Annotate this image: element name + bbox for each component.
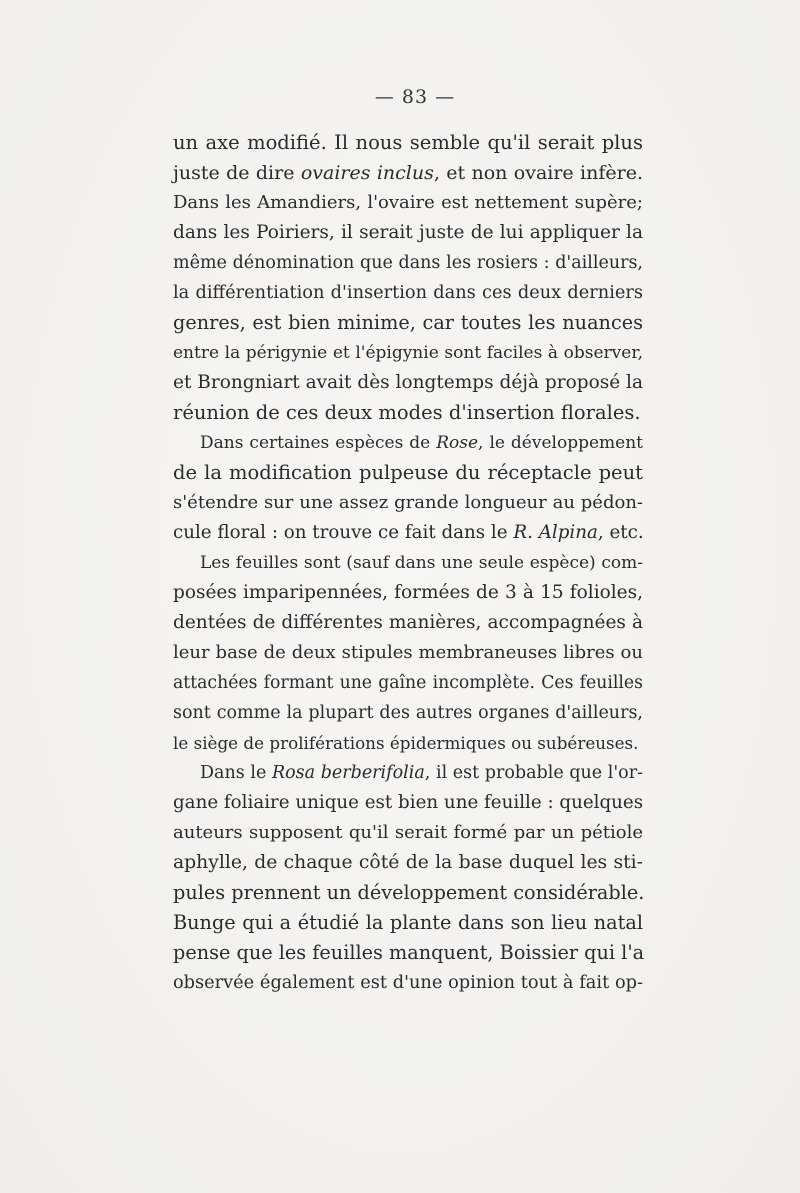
text-run: Dans certaines espèces de [200, 433, 437, 453]
text-run: même dénomination que dans les rosiers : d'ailleurs, [173, 253, 643, 273]
page-number: — 83 — [374, 86, 456, 108]
text-line [173, 338, 643, 368]
text-run: Bunge qui a étudié la plante dans son lieu natal [173, 911, 643, 934]
body-text [173, 128, 643, 998]
text-line [173, 608, 643, 638]
text-run: leur base de deux stipules membraneuses libres ou [173, 642, 643, 663]
text-line [173, 638, 643, 668]
text-line [173, 458, 643, 488]
text-line [173, 818, 643, 848]
text-run: gane foliaire unique est bien une feuille : quelques [173, 792, 644, 813]
text-line [173, 128, 643, 158]
text-line [173, 428, 643, 458]
text-run: , etc. [597, 522, 644, 543]
text-line [173, 938, 643, 968]
text-run: Les feuilles sont (sauf dans une seule espèce) com- [200, 553, 643, 573]
text-line [173, 908, 643, 938]
text-line [173, 518, 643, 548]
text-line [173, 878, 643, 908]
text-run: sont comme la plupart des autres organes d'ailleurs, [173, 703, 643, 723]
text-run: la différentiation d'insertion dans ces deux derniers [173, 283, 643, 303]
text-run: réunion de ces deux modes d'insertion florales. [173, 401, 641, 424]
text-run: un axe modifié. Il nous semble qu'il serait plus [173, 131, 643, 154]
text-run: entre la périgynie et l'épigynie sont faciles à observer, [173, 343, 643, 363]
text-line [173, 668, 643, 698]
text-run: Dans le [200, 763, 272, 783]
text-run: attachées formant une gaîne incomplète. Ces feuilles [173, 673, 643, 693]
text-line [173, 188, 643, 218]
text-line [173, 578, 643, 608]
text-run: juste de dire [173, 162, 301, 184]
text-run: aphylle, de chaque côté de la base duquel les sti- [173, 852, 643, 873]
text-run: dentées de différentes manières, accompagnées à [173, 612, 643, 633]
text-line [173, 248, 643, 278]
text-run: , il est probable que l'or- [424, 763, 644, 783]
text-run: genres, est bien minime, car toutes les nuances [173, 311, 643, 334]
text-run: dans les Poiriers, il serait juste de lui appliquer la [173, 222, 643, 243]
text-line [173, 488, 643, 518]
text-run: de la modification pulpeuse du réceptacle peut [173, 461, 643, 484]
text-run: le siège de proliférations épidermiques ou subéreuses. [173, 733, 639, 753]
text-line [173, 758, 643, 788]
text-run: Dans les Amandiers, l'ovaire est nettement supère; [173, 192, 643, 213]
text-run: pules prennent un développement considérable. [173, 881, 645, 904]
text-line [173, 368, 643, 398]
text-line [173, 728, 643, 758]
italic-text: Rosa berberifolia [271, 763, 425, 783]
text-run: pense que les feuilles manquent, Boissier qui l'a [173, 941, 645, 964]
text-run: s'étendre sur une assez grande longueur au pédon- [173, 492, 643, 513]
text-line [173, 308, 643, 338]
text-run: et Brongniart avait dès longtemps déjà proposé la [173, 372, 643, 393]
text-run: , le développement [478, 433, 643, 453]
text-run: posées imparipennées, formées de 3 à 15 folioles, [173, 582, 643, 603]
text-line [173, 848, 643, 878]
italic-text: ovaires inclus [300, 162, 434, 184]
text-line [173, 548, 643, 578]
text-run: observée également est d'une opinion tout à fait op- [173, 973, 643, 993]
text-line [173, 158, 643, 188]
text-line [173, 968, 643, 998]
italic-text: Rose [436, 433, 479, 453]
text-line [173, 278, 643, 308]
text-line [173, 788, 643, 818]
text-line [173, 398, 643, 428]
text-run: cule floral : on trouve ce fait dans le [173, 522, 514, 543]
text-run: auteurs supposent qu'il serait formé par un pétiole [173, 822, 643, 843]
text-line [173, 218, 643, 248]
italic-text: R. Alpina [513, 522, 598, 543]
text-run: , et non ovaire infère. [433, 162, 643, 184]
text-line [173, 698, 643, 728]
